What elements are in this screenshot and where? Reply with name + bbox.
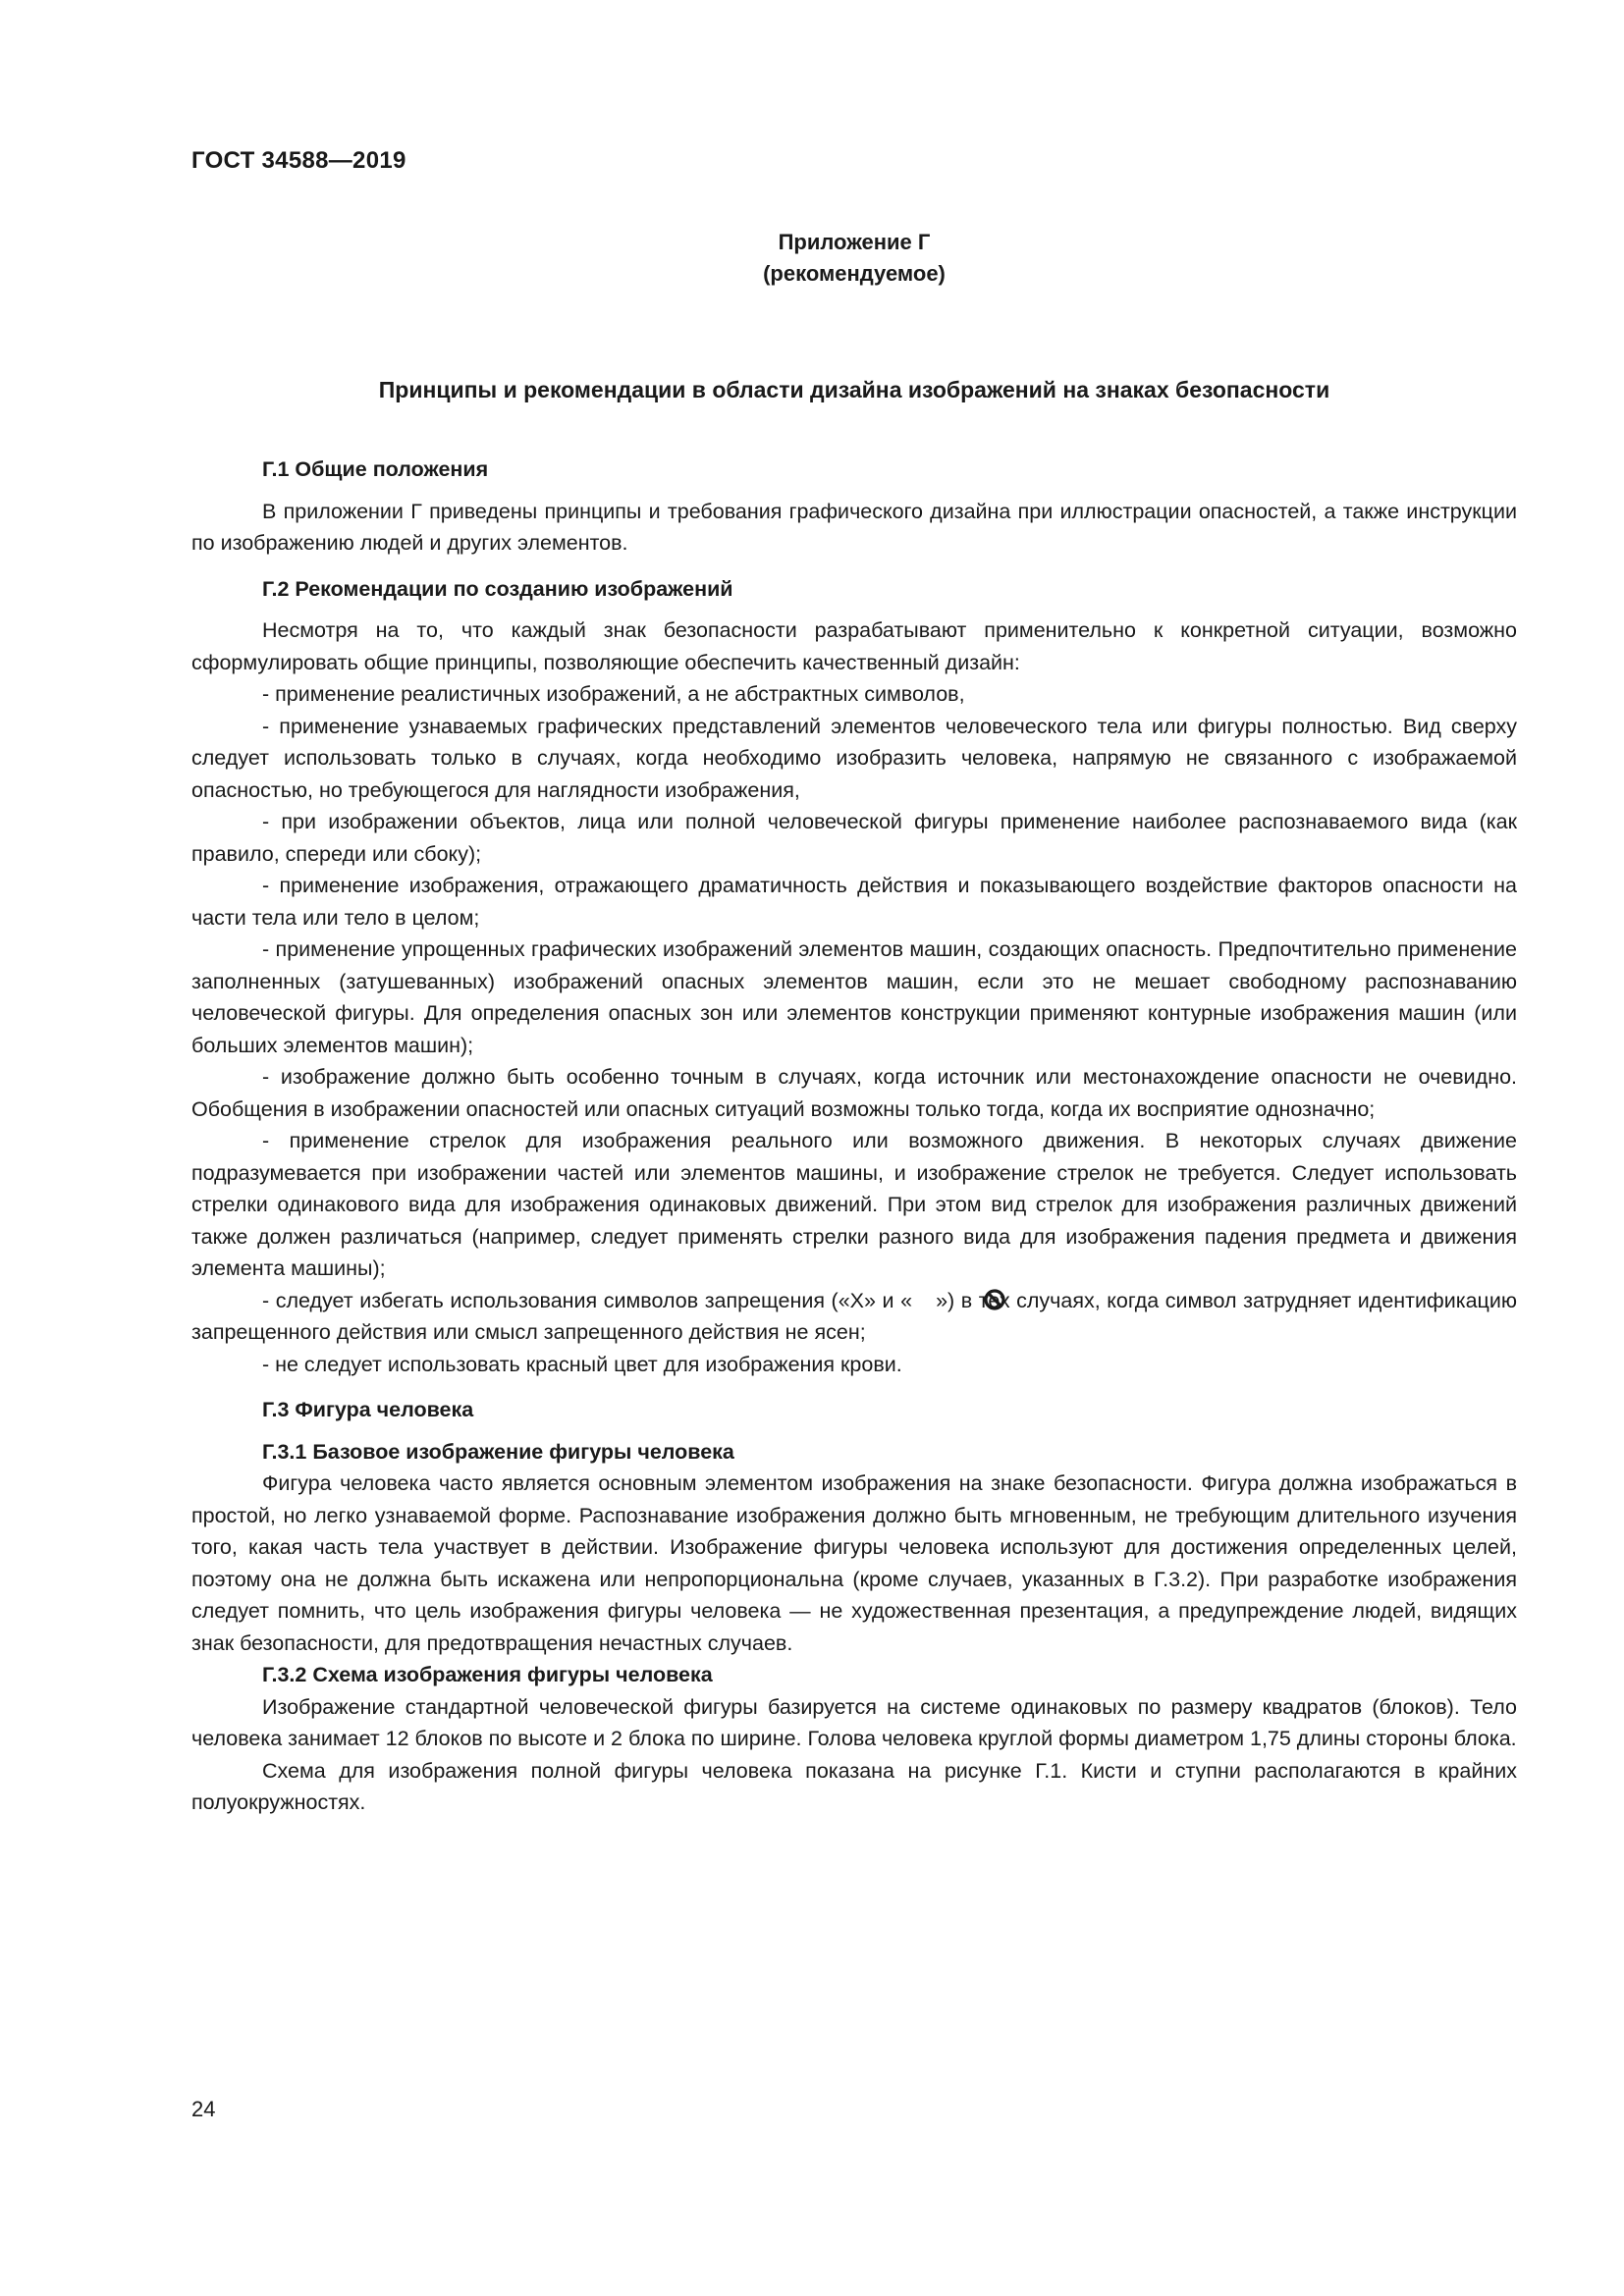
paragraph-g32-2: Схема для изображения полной фигуры человека показана на рисунке Г.1. Кисти и ступни располагаются в крайних полуокружностях. [191,1758,1517,1814]
prohibition-text-after: ») в тех случаях, когда символ затрудняет идентификацию запрещенного действия или смысл запрещенного действия не ясен; [191,1288,1517,1344]
list-item-prohibition [191,1285,1517,1349]
paragraph-g2-intro: Несмотря на то, что каждый знак безопасности разрабатывают применительно к конкретной ситуации, возможно сформулировать общие принципы, позволяющие обеспечить качественный дизайн: [191,618,1517,674]
appendix-title [191,227,1517,290]
section-heading-g3: Г.3 Фигура человека [262,1398,474,1421]
paragraph-g1: В приложении Г приведены принципы и требования графического дизайна при иллюстрации опасностей, а также инструкции по изображению людей и других элементов. [191,499,1517,555]
section-heading-g1: Г.1 Общие положения [262,457,489,481]
prohibition-text-before: - следует избегать использования символов запрещения («X» и « [262,1288,913,1312]
list-item: - применение упрощенных графических изображений элементов машин, создающих опасность. Предпочтительно применение заполненных (затушеванных) изображений опасных элементов машин, если это не мешает свободному распознаванию человеческой фигуры. Для определения опасных зон или элементов конструкции применяют контурные изображения машин (или больших элементов машин); [191,937,1517,1057]
list-item: - применение стрелок для изображения реального или возможного движения. В некоторых случаях движение подразумевается при изображении частей или элементов машины, и изображение стрелок не требуется. Следует использовать стрелки одинакового вида для изображения одинаковых движений. При этом вид стрелок для изображения различных движений также должен различаться (например, следует применять стрелки разного вида для изображения падения предмета и движения элемента машины); [191,1129,1517,1280]
paragraph-g32-1: Изображение стандартной человеческой фигуры базируется на системе одинаковых по размеру квадратов (блоков). Тело человека занимает 12 блоков по высоте и 2 блока по ширине. Голова человека круглой формы диаметром 1,75 длины стороны блока. [191,1694,1517,1750]
section-heading-g2: Г.2 Рекомендации по созданию изображений [262,576,733,601]
appendix-main-title: Принципы и рекомендации в области дизайна изображений на знаках безопасности [378,377,1330,402]
document-page [191,0,1517,2296]
list-item: - не следует использовать красный цвет для изображения крови. [262,1352,902,1376]
prohibition-sign-icon [913,1288,935,1309]
section-heading-g32: Г.3.2 Схема изображения фигуры человека [262,1663,713,1686]
list-item: - применение узнаваемых графических представлений элементов человеческого тела или фигуры полностью. Вид сверху следует использовать только в случаях, когда необходимо изобразить человека, напрямую не связанного с изображаемой опасностью, но требующегося для наглядности изображения, [191,714,1517,802]
paragraph-g31: Фигура человека часто является основным элементом изображения на знаке безопасности. Фигура должна изображаться в простой, но легко узнаваемой форме. Распознавание изображения должно быть мгновенным, не требующим длительного изучения того, какая часть тела участвует в действии. Изображение фигуры человека используют для достижения определенных целей, поэтому она не должна быть искажена или непропорциональна (кроме случаев, указанных в Г.3.2). При разработке изображения следует помнить, что цель изображения фигуры человека — не художественная презентация, а предупреждение людей, видящих знак безопасности, для предотвращения нечастных случаев. [191,1471,1517,1655]
document-body [191,454,1517,1819]
list-item: - применение реалистичных изображений, а не абстрактных символов, [262,682,965,706]
appendix-kind: (рекомендуемое) [763,261,946,286]
section-heading-g31: Г.3.1 Базовое изображение фигуры человека [262,1439,734,1464]
list-item: - применение изображения, отражающего драматичность действия и показывающего воздействие факторов опасности на части тела или тело в целом; [191,874,1517,930]
list-item: - изображение должно быть особенно точным в случаях, когда источник или местонахождение опасности не очевидно. Обобщения в изображении опасностей или опасных ситуаций возможны только тогда, когда их восприятие однозначно; [191,1065,1517,1121]
page-number: 24 [191,2097,216,2121]
appendix-label: Приложение Г [778,230,931,254]
list-item: - при изображении объектов, лица или полной человеческой фигуры применение наиболее распознаваемого вида (как правило, спереди или сбоку); [191,810,1517,866]
document-id: ГОСТ 34588—2019 [191,147,406,174]
